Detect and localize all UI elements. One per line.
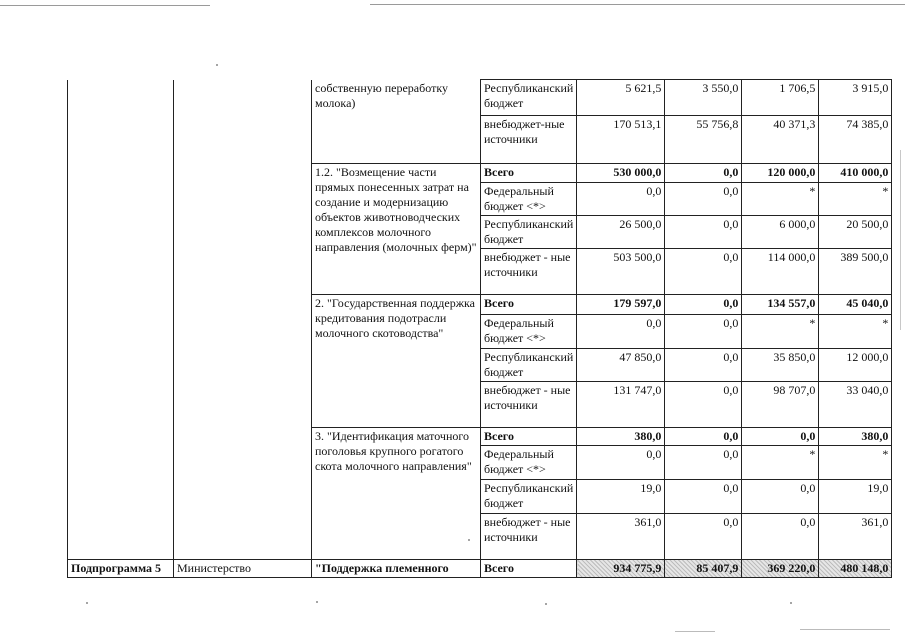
scan-edge-mark xyxy=(900,150,901,330)
value-cell: 0,0 xyxy=(665,382,742,428)
source-cell: Всего xyxy=(481,164,577,183)
activity-cell: 3. "Идентификация маточного поголовья крупного рогатого скота молочного направления" xyxy=(312,428,481,560)
value-cell: 0,0 xyxy=(665,480,742,514)
value-cell: 0,0 xyxy=(665,183,742,216)
value-cell: 170 513,1 xyxy=(577,116,665,164)
value-cell: 0,0 xyxy=(665,446,742,480)
source-cell: Всего xyxy=(481,295,577,315)
scan-speck xyxy=(316,601,318,603)
value-cell: 0,0 xyxy=(665,249,742,295)
activity-cell: 1.2. "Возмещение части прямых понесенных затрат на создание и модернизацию объектов животноводческих комплексов молочного направления (молочных ферм)" xyxy=(312,164,481,295)
value-cell: 114 000,0 xyxy=(742,249,819,295)
value-cell: * xyxy=(742,315,819,349)
value-cell: * xyxy=(819,315,892,349)
value-cell: 55 756,8 xyxy=(665,116,742,164)
activity-cell: собственную переработку молока) xyxy=(312,80,481,164)
value-cell: 98 707,0 xyxy=(742,382,819,428)
value-cell: 19,0 xyxy=(819,480,892,514)
value-cell: 380,0 xyxy=(819,428,892,446)
value-cell: 0,0 xyxy=(665,295,742,315)
value-cell: 47 850,0 xyxy=(577,349,665,382)
value-cell: 480 148,0 xyxy=(819,560,892,578)
value-cell: 45 040,0 xyxy=(819,295,892,315)
value-cell: * xyxy=(742,446,819,480)
value-cell: 134 557,0 xyxy=(742,295,819,315)
activity-cell: "Поддержка племенного xyxy=(312,560,481,578)
value-cell: 3 550,0 xyxy=(665,80,742,116)
value-cell: 410 000,0 xyxy=(819,164,892,183)
value-cell: 0,0 xyxy=(665,428,742,446)
source-cell: Республиканский бюджет xyxy=(481,216,577,249)
value-cell: 0,0 xyxy=(665,315,742,349)
value-cell: 3 915,0 xyxy=(819,80,892,116)
table-row xyxy=(68,80,892,116)
value-cell: 361,0 xyxy=(577,514,665,560)
value-cell: 5 621,5 xyxy=(577,80,665,116)
source-cell: Всего xyxy=(481,560,577,578)
program-cell: Подпрограмма 5 xyxy=(68,560,174,578)
value-cell: 0,0 xyxy=(742,428,819,446)
value-cell: 0,0 xyxy=(665,216,742,249)
value-cell: 12 000,0 xyxy=(819,349,892,382)
source-cell: внебюджет - ные источники xyxy=(481,249,577,295)
value-cell: 179 597,0 xyxy=(577,295,665,315)
source-cell: внебюджет - ные источники xyxy=(481,382,577,428)
source-cell: Республиканский бюджет xyxy=(481,80,577,116)
value-cell: 6 000,0 xyxy=(742,216,819,249)
ministry-cell xyxy=(174,80,312,560)
scan-edge-line xyxy=(0,5,210,6)
value-cell: * xyxy=(819,446,892,480)
budget-table xyxy=(67,79,892,578)
value-cell: 19,0 xyxy=(577,480,665,514)
value-cell: 0,0 xyxy=(665,514,742,560)
value-cell: 0,0 xyxy=(665,349,742,382)
activity-cell: 2. "Государственная поддержка кредитования подотрасли молочного скотоводства" xyxy=(312,295,481,428)
ministry-cell: Министерство xyxy=(174,560,312,578)
value-cell: 35 850,0 xyxy=(742,349,819,382)
value-cell: 0,0 xyxy=(742,514,819,560)
scan-speck xyxy=(216,64,218,66)
source-cell: внебюджет - ные источники xyxy=(481,514,577,560)
value-cell: 530 000,0 xyxy=(577,164,665,183)
source-cell: Республиканский бюджет xyxy=(481,349,577,382)
source-cell: Федеральный бюджет <*> xyxy=(481,315,577,349)
value-cell: 26 500,0 xyxy=(577,216,665,249)
value-cell: 0,0 xyxy=(665,164,742,183)
scan-edge-line xyxy=(675,631,715,632)
value-cell: 33 040,0 xyxy=(819,382,892,428)
source-cell: Федеральный бюджет <*> xyxy=(481,446,577,480)
value-cell: 361,0 xyxy=(819,514,892,560)
value-cell: 1 706,5 xyxy=(742,80,819,116)
scan-speck xyxy=(790,602,792,604)
value-cell: 389 500,0 xyxy=(819,249,892,295)
scan-edge-line xyxy=(800,629,890,630)
value-cell: 369 220,0 xyxy=(742,560,819,578)
value-cell: 120 000,0 xyxy=(742,164,819,183)
value-cell: 85 407,9 xyxy=(665,560,742,578)
value-cell: * xyxy=(742,183,819,216)
value-cell: 0,0 xyxy=(577,315,665,349)
value-cell: 40 371,3 xyxy=(742,116,819,164)
value-cell: 131 747,0 xyxy=(577,382,665,428)
value-cell: 380,0 xyxy=(577,428,665,446)
value-cell: 0,0 xyxy=(577,183,665,216)
value-cell: 0,0 xyxy=(577,446,665,480)
value-cell: 74 385,0 xyxy=(819,116,892,164)
value-cell: 0,0 xyxy=(742,480,819,514)
source-cell: Республиканский бюджет xyxy=(481,480,577,514)
program-cell xyxy=(68,80,174,560)
table-row xyxy=(68,560,892,578)
value-cell: * xyxy=(819,183,892,216)
source-cell: Федеральный бюджет <*> xyxy=(481,183,577,216)
scan-speck xyxy=(86,602,88,604)
source-cell: внебюджет-ные источники xyxy=(481,116,577,164)
scan-speck xyxy=(545,603,547,605)
value-cell: 20 500,0 xyxy=(819,216,892,249)
value-cell: 503 500,0 xyxy=(577,249,665,295)
value-cell: 934 775,9 xyxy=(577,560,665,578)
source-cell: Всего xyxy=(481,428,577,446)
scan-edge-line xyxy=(370,4,905,5)
